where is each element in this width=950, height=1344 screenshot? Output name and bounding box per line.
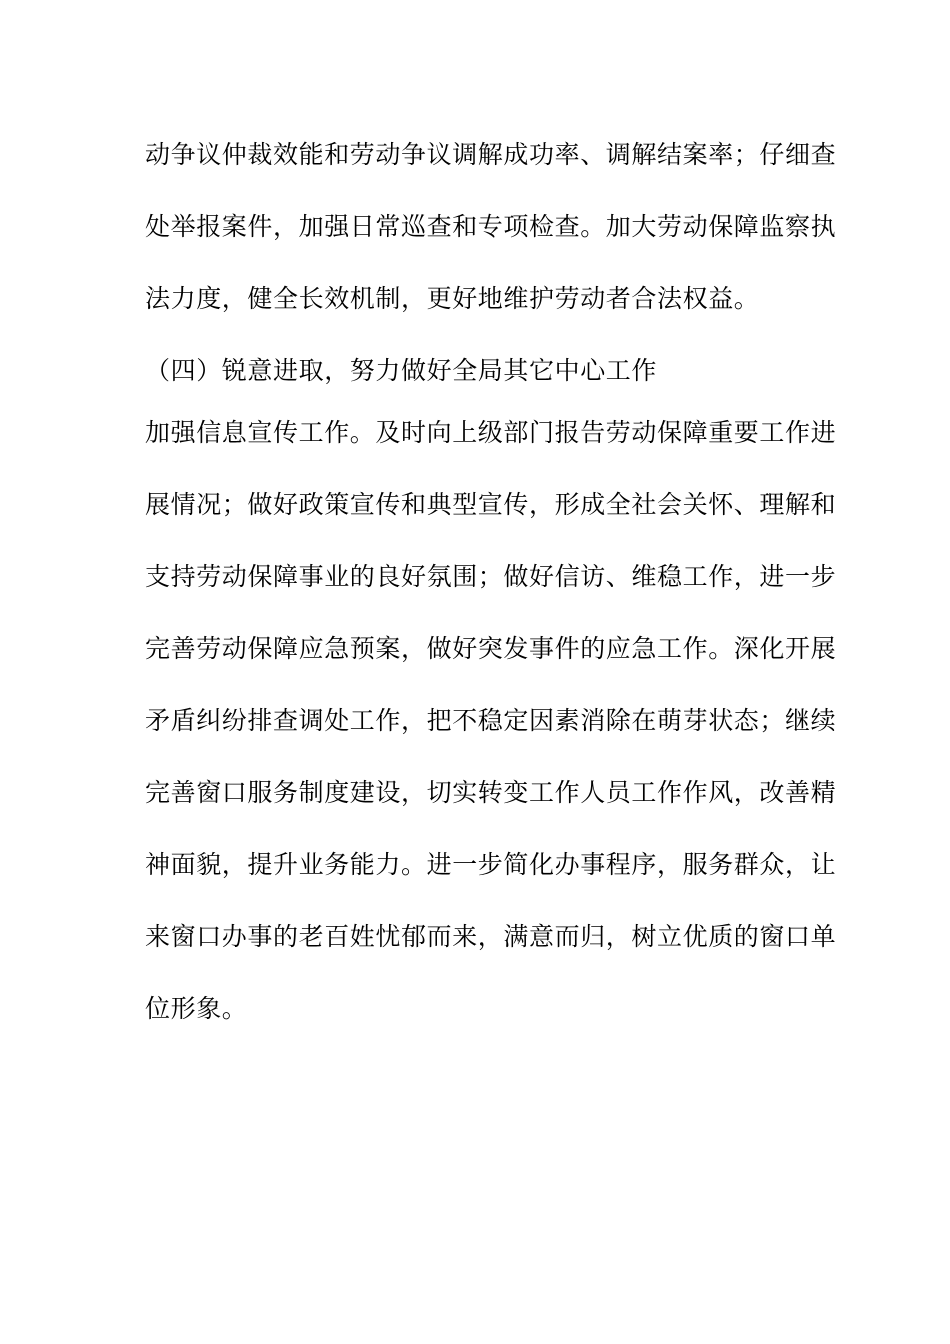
- paragraph-line: 展情况；做好政策宣传和典型宣传，形成全社会关怀、理解和: [145, 490, 837, 519]
- paragraph-line: 动争议仲裁效能和劳动争议调解成功率、调解结案率；仔细查: [145, 140, 837, 169]
- paragraph-line: 完善窗口服务制度建设，切实转变工作人员工作作风，改善精: [145, 778, 837, 807]
- paragraph-line: 完善劳动保障应急预案，做好突发事件的应急工作。深化开展: [145, 634, 837, 663]
- paragraph-line: 处举报案件，加强日常巡查和专项检查。加大劳动保障监察执: [145, 212, 837, 241]
- paragraph-line: 神面貌，提升业务能力。进一步简化办事程序，服务群众，让: [145, 850, 837, 879]
- paragraph-line: 加强信息宣传工作。及时向上级部门报告劳动保障重要工作进: [145, 418, 837, 447]
- paragraph-line: 法力度，健全长效机制，更好地维护劳动者合法权益。: [145, 284, 760, 313]
- body-text: [145, 130, 837, 1056]
- paragraph-line: 来窗口办事的老百姓忧郁而来，满意而归，树立优质的窗口单: [145, 922, 837, 951]
- paragraph-line: 支持劳动保障事业的良好氛围；做好信访、维稳工作，进一步: [145, 562, 837, 591]
- section-heading: （四）锐意进取，努力做好全局其它中心工作: [145, 356, 658, 385]
- paragraph-line: 位形象。: [145, 994, 248, 1023]
- paragraph-line: 矛盾纠纷排查调处工作，把不稳定因素消除在萌芽状态；继续: [145, 706, 837, 735]
